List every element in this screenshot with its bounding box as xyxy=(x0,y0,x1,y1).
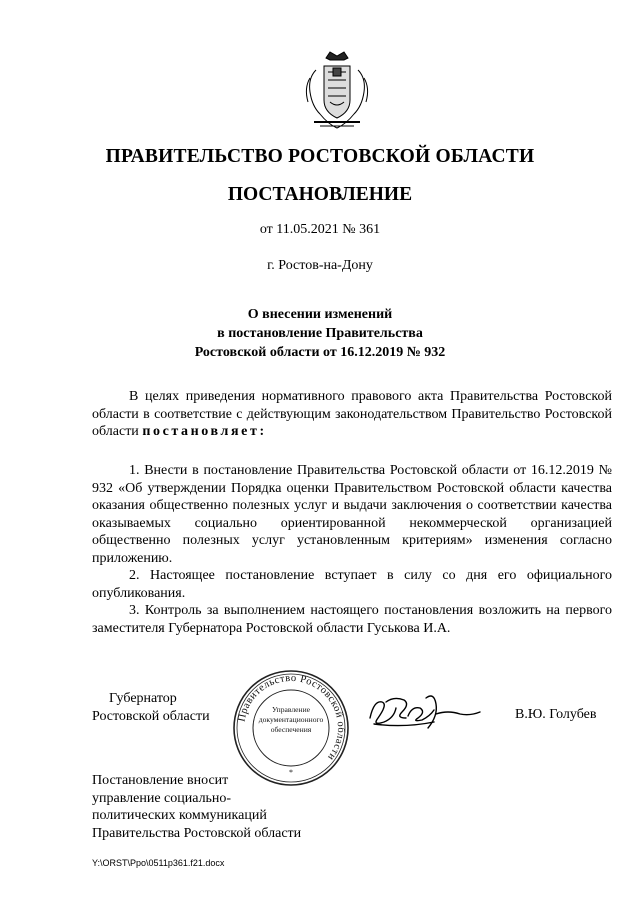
note-line: политических коммуникаций xyxy=(92,808,267,823)
coat-of-arms-icon xyxy=(300,48,374,134)
resolves-word: постановляет: xyxy=(142,424,267,439)
organization-title: ПРАВИТЕЛЬСТВО РОСТОВСКОЙ ОБЛАСТИ xyxy=(105,146,535,167)
resolution-items xyxy=(92,462,612,637)
subject-line: О внесении изменений xyxy=(247,307,393,322)
handwritten-signature xyxy=(364,688,484,736)
signatory-title xyxy=(92,690,210,725)
subject-line: в постановление Правительства xyxy=(217,326,423,341)
note-line: управление социально- xyxy=(92,790,232,806)
resolution-item: 1. Внести в постановление Правительства Ростовской области от 16.12.2019 № 932 «Об утверждении Порядка оценки Правительством Ростовской области качества оказания общественно полезных услуг и выдачи заключения о соответствии качества оказываемых социально ориентированной некоммерческой организацией общественно полезных услуг установленным критериям» изменения согласно приложению. xyxy=(92,463,612,566)
date-number: от 11.05.2021 № 361 xyxy=(259,222,381,237)
signatory-title-line: Губернатор xyxy=(109,691,177,706)
signatory-title-line: Ростовской области xyxy=(92,708,210,724)
subject-line: Ростовской области от 16.12.2019 № 932 xyxy=(194,345,446,360)
city: г. Ростов-на-Дону xyxy=(267,258,373,273)
stamp-inner-text: Управление документационного обеспечения xyxy=(258,705,324,734)
official-stamp xyxy=(232,669,350,787)
submitted-by-note xyxy=(92,772,301,842)
note-line: Постановление вносит xyxy=(92,773,229,788)
note-line: Правительства Ростовской области xyxy=(92,825,302,841)
file-path: Y:\ORST\Ppo\0511p361.f21.docx xyxy=(92,858,225,868)
document-subject xyxy=(0,305,640,362)
stamp-outer-text: Правительство Ростовской области xyxy=(236,672,347,763)
preamble xyxy=(92,388,612,441)
preamble-text: В целях приведения нормативного правового акта Правительства Ростовской области в соответствие с действующим законодательством Правительство Ростовской области xyxy=(92,389,612,439)
svg-text:*: * xyxy=(289,768,293,777)
resolution-item: 2. Настоящее постановление вступает в силу со дня его официального опубликования. xyxy=(92,568,612,601)
document-type: ПОСТАНОВЛЕНИЕ xyxy=(227,184,413,205)
resolution-item: 3. Контроль за выполнением настоящего постановления возложить на первого заместителя Губернатора Ростовской области Гуськова И.А. xyxy=(92,603,612,636)
signatory-name: В.Ю. Голубев xyxy=(515,707,597,722)
